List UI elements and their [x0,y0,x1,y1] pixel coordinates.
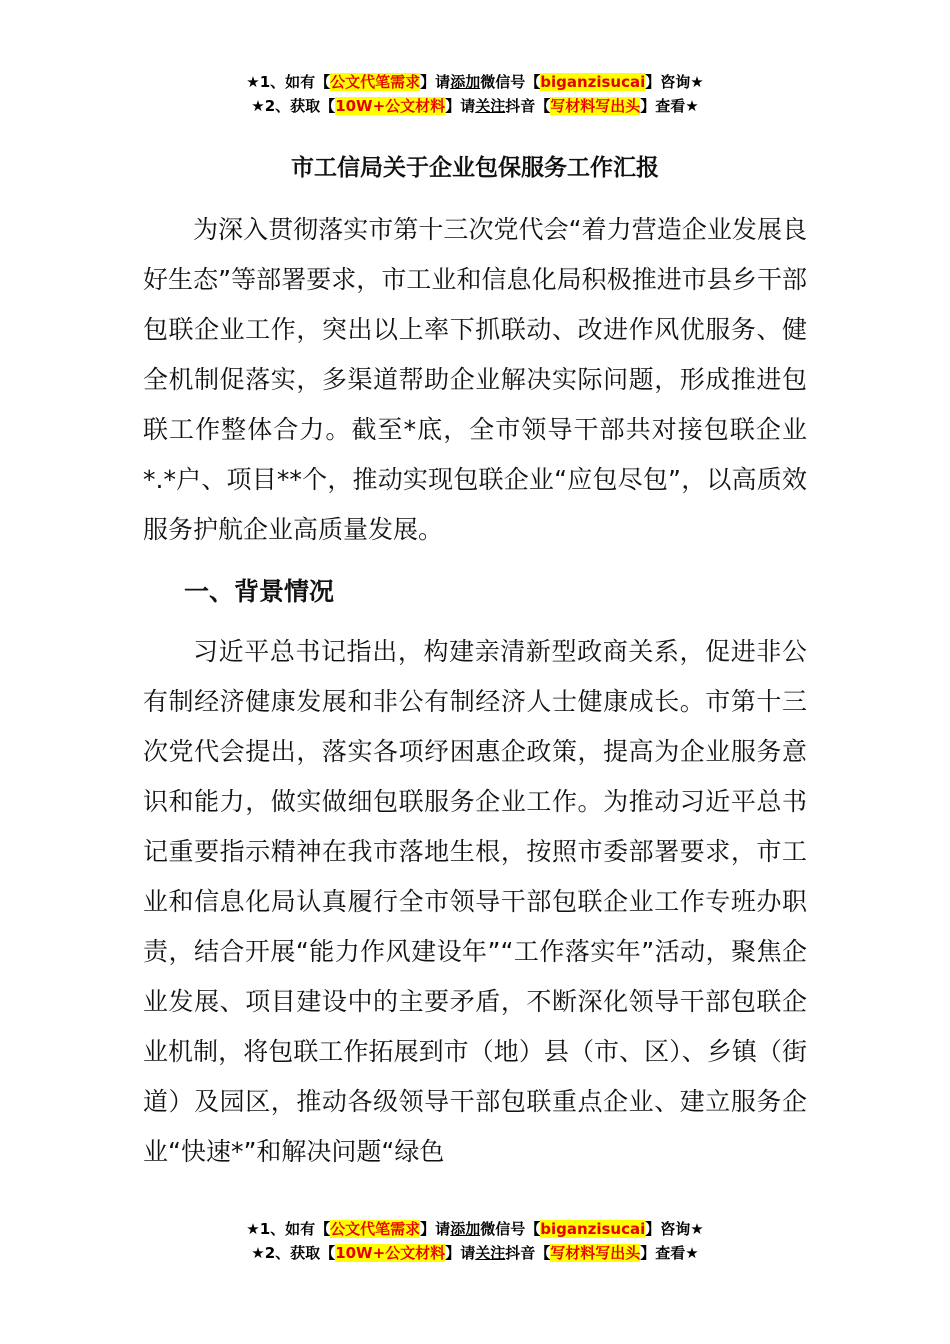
highlight-materials: 10W+公文材料 [335,97,446,115]
banner-text: 】咨询★ [645,73,704,91]
highlight-wechat-id: biganzisucai [540,1220,646,1238]
banner-text: 微信号【 [480,1220,541,1238]
banner-line-2 [0,1241,950,1265]
banner-line-1 [0,70,950,94]
document-body-background [143,627,807,1177]
banner-text: ★2、获取【 [251,1244,336,1262]
highlight-douyin-account: 写材料写出头 [550,97,641,115]
document-body-intro [143,205,807,555]
highlight-wechat-id: biganzisucai [540,73,646,91]
paragraph-background: 习近平总书记指出，构建亲清新型政商关系，促进非公有制经济健康发展和非公有制经济人士健康成长。市第十三次党代会提出，落实各项纾困惠企政策，提高为企业服务意识和能力，做实做细包联服务企业工作。为推动习近平总书记重要指示精神在我市落地生根，按照市委部署要求，市工业和信息化局认真履行全市领导干部包联企业工作专班办职责，结合开展“能力作风建设年”“工作落实年”活动，聚焦企业发展、项目建设中的主要矛盾，不断深化领导干部包联企业机制，将包联工作拓展到市（地）县（市、区）、乡镇（街道）及园区，推动各级领导干部包联重点企业、建立服务企业“快速*”和解决问题“绿色 [143,637,807,1166]
banner-text: 】请 [420,1220,451,1238]
banner-underlined-text: 关注 [475,97,506,115]
banner-text: 】查看★ [640,97,699,115]
banner-text: 】咨询★ [645,1220,704,1238]
banner-underlined-text: 添加 [450,1220,481,1238]
banner-text: 】请 [445,97,476,115]
document-title: 市工信局关于企业包保服务工作汇报 [291,155,659,181]
paragraph-intro: 为深入贯彻落实市第十三次党代会“着力营造企业发展良好生态”等部署要求，市工业和信息化局积极推进市县乡干部包联企业工作，突出以上率下抓联动、改进作风优服务、健全机制促落实，多渠道帮助企业解决实际问题，形成推进包联工作整体合力。截至*底，全市领导干部共对接包联企业*.*户、项目**个，推动实现包联企业“应包尽包”，以高质效服务护航企业高质量发展。 [143,215,807,544]
banner-text: ★2、获取【 [251,97,336,115]
banner-underlined-text: 添加 [450,73,481,91]
highlight-ghostwriting-service: 公文代笔需求 [330,73,421,91]
section-heading-background: 一、背景情况 [184,577,335,606]
banner-text: 】查看★ [640,1244,699,1262]
banner-text: 抖音【 [505,1244,551,1262]
banner-text: ★1、如有【 [246,1220,331,1238]
banner-text: 抖音【 [505,97,551,115]
banner-underlined-text: 关注 [475,1244,506,1262]
top-banner [0,70,950,118]
banner-text: ★1、如有【 [246,73,331,91]
banner-line-2 [0,94,950,118]
banner-text: 微信号【 [480,73,541,91]
banner-line-1 [0,1217,950,1241]
highlight-ghostwriting-service: 公文代笔需求 [330,1220,421,1238]
highlight-materials: 10W+公文材料 [335,1244,446,1262]
bottom-banner [0,1217,950,1265]
banner-text: 】请 [420,73,451,91]
highlight-douyin-account: 写材料写出头 [550,1244,641,1262]
banner-text: 】请 [445,1244,476,1262]
